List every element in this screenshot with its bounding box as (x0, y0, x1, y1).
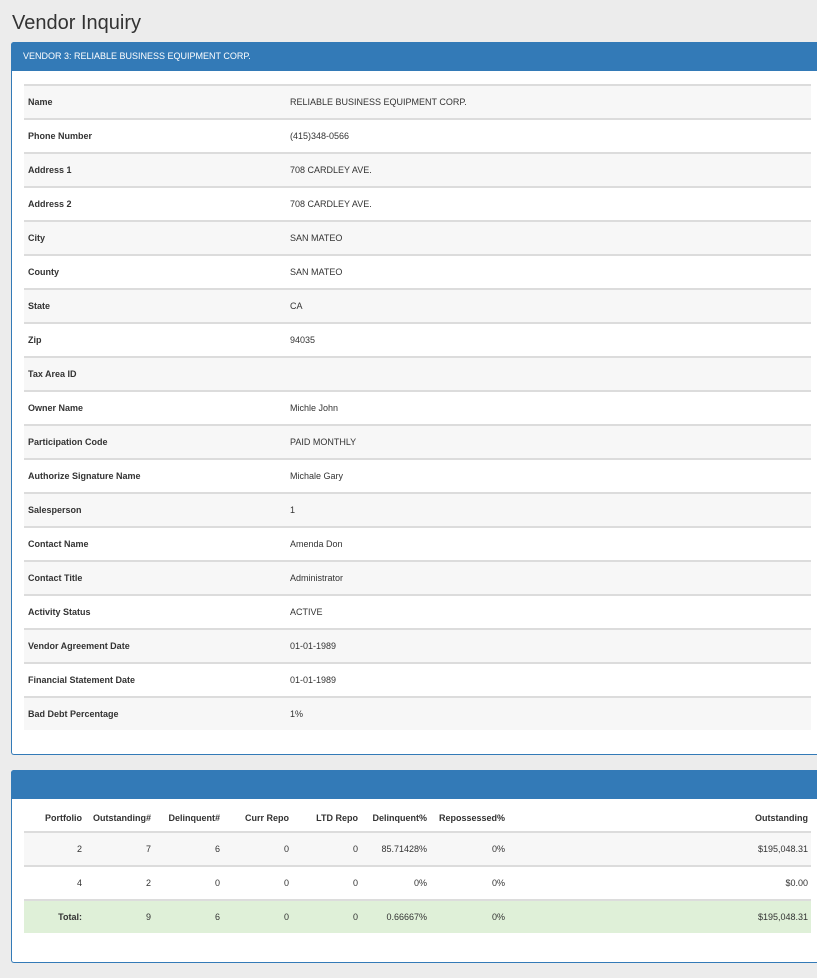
field-value: 1 (286, 493, 811, 527)
detail-row-city (24, 221, 811, 255)
field-value: Michle John (286, 391, 811, 425)
table-row (24, 832, 811, 866)
field-label: Tax Area ID (24, 357, 286, 391)
cell-outstanding-amount: $0.00 (508, 866, 811, 900)
total-outstanding-count: 9 (85, 900, 154, 933)
portfolio-summary-table (24, 805, 811, 933)
field-label: Authorize Signature Name (24, 459, 286, 493)
cell-repossessed-pct: 0% (430, 832, 508, 866)
detail-row-tax-area (24, 357, 811, 391)
detail-row-zip (24, 323, 811, 357)
field-value: (415)348-0566 (286, 119, 811, 153)
page-title: Vendor Inquiry (12, 12, 141, 34)
field-value: 01-01-1989 (286, 629, 811, 663)
cell-outstanding-count: 2 (85, 866, 154, 900)
cell-delinquent-pct: 85.71428% (361, 832, 430, 866)
cell-delinquent-count: 0 (154, 866, 223, 900)
detail-row-contact-name (24, 527, 811, 561)
detail-row-signature (24, 459, 811, 493)
detail-row-owner (24, 391, 811, 425)
cell-curr-repo: 0 (223, 866, 292, 900)
field-value: 1% (286, 697, 811, 730)
field-value: ACTIVE (286, 595, 811, 629)
field-label: State (24, 289, 286, 323)
portfolio-summary-panel (11, 770, 817, 963)
cell-outstanding-amount: $195,048.31 (508, 832, 811, 866)
field-label: Vendor Agreement Date (24, 629, 286, 663)
total-curr-repo: 0 (223, 900, 292, 933)
cell-delinquent-pct: 0% (361, 866, 430, 900)
field-value: Amenda Don (286, 527, 811, 561)
col-header-repossessed-pct: Repossessed% (438, 813, 505, 823)
field-label: Participation Code (24, 425, 286, 459)
cell-repossessed-pct: 0% (430, 866, 508, 900)
total-delinquent-pct: 0.66667% (361, 900, 430, 933)
detail-row-financial-date (24, 663, 811, 697)
cell-ltd-repo: 0 (292, 832, 361, 866)
field-label: Owner Name (24, 391, 286, 425)
cell-portfolio: 4 (24, 866, 85, 900)
cell-ltd-repo: 0 (292, 866, 361, 900)
cell-portfolio: 2 (24, 832, 85, 866)
field-value: PAID MONTHLY (286, 425, 811, 459)
field-value: Michale Gary (286, 459, 811, 493)
detail-row-state (24, 289, 811, 323)
field-value: RELIABLE BUSINESS EQUIPMENT CORP. (286, 85, 811, 119)
field-label: Activity Status (24, 595, 286, 629)
field-label: Zip (24, 323, 286, 357)
detail-row-participation (24, 425, 811, 459)
col-header-outstanding-amount: Outstanding (755, 813, 808, 823)
col-header-portfolio: Portfolio (45, 813, 82, 823)
field-value: 94035 (286, 323, 811, 357)
detail-row-county (24, 255, 811, 289)
col-header-delinquent-count: Delinquent# (168, 813, 220, 823)
field-label: Contact Name (24, 527, 286, 561)
detail-row-activity-status (24, 595, 811, 629)
field-value (286, 357, 811, 391)
total-outstanding-amount: $195,048.31 (508, 900, 811, 933)
field-label: County (24, 255, 286, 289)
col-header-curr-repo: Curr Repo (244, 813, 289, 823)
detail-row-agreement-date (24, 629, 811, 663)
total-delinquent-count: 6 (154, 900, 223, 933)
field-value: 01-01-1989 (286, 663, 811, 697)
field-label: Salesperson (24, 493, 286, 527)
total-repossessed-pct: 0% (430, 900, 508, 933)
col-header-ltd-repo: LTD Repo (316, 813, 358, 823)
field-label: Contact Title (24, 561, 286, 595)
detail-row-contact-title (24, 561, 811, 595)
cell-outstanding-count: 7 (85, 832, 154, 866)
cell-delinquent-count: 6 (154, 832, 223, 866)
detail-row-name (24, 85, 811, 119)
detail-row-salesperson (24, 493, 811, 527)
table-row (24, 866, 811, 900)
col-header-outstanding-count: Outstanding# (93, 813, 151, 823)
vendor-details-table (24, 84, 811, 730)
col-header-delinquent-pct: Delinquent% (372, 813, 427, 823)
field-label: Address 2 (24, 187, 286, 221)
field-label: Financial Statement Date (24, 663, 286, 697)
field-label: Phone Number (24, 119, 286, 153)
detail-row-bad-debt (24, 697, 811, 730)
total-ltd-repo: 0 (292, 900, 361, 933)
detail-row-address1 (24, 153, 811, 187)
detail-row-phone (24, 119, 811, 153)
field-value: Administrator (286, 561, 811, 595)
field-label: Name (24, 85, 286, 119)
summary-header-row (24, 805, 811, 832)
total-row (24, 900, 811, 933)
field-value: 708 CARDLEY AVE. (286, 153, 811, 187)
field-label: City (24, 221, 286, 255)
detail-row-address2 (24, 187, 811, 221)
vendor-details-panel (11, 42, 817, 755)
field-value: CA (286, 289, 811, 323)
field-value: 708 CARDLEY AVE. (286, 187, 811, 221)
field-label: Address 1 (24, 153, 286, 187)
field-value: SAN MATEO (286, 221, 811, 255)
portfolio-panel-heading (11, 770, 817, 799)
field-value: SAN MATEO (286, 255, 811, 289)
total-label: Total: (24, 900, 85, 933)
vendor-panel-heading: VENDOR 3: RELIABLE BUSINESS EQUIPMENT CORP. (11, 42, 817, 71)
cell-curr-repo: 0 (223, 832, 292, 866)
field-label: Bad Debt Percentage (24, 697, 286, 730)
